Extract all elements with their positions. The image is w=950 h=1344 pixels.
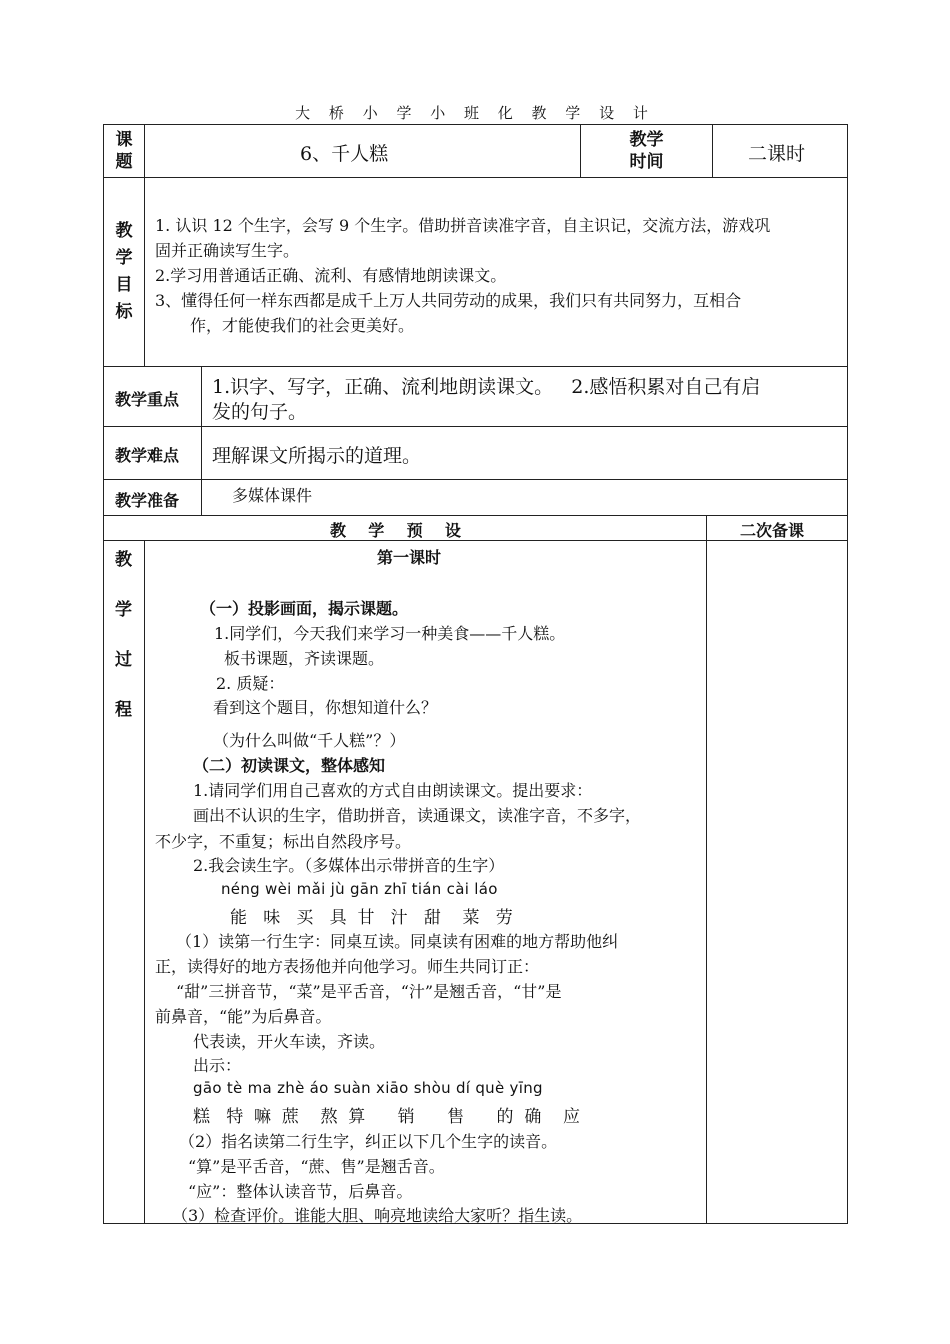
lesson-title: 第一课时 [377,548,442,567]
process-line: “算”是平舌音，“蔗、售”是翘舌音。 [188,1157,445,1176]
process-line: 画出不认识的生字，借助拼音，读通课文，读准字音，不多字， [193,806,642,825]
goals-label: 教 学 目 标 [115,220,133,323]
revision-header: 二次备课 [740,521,805,540]
process-line: 不少字，不重复；标出自然段序号。 [155,832,412,851]
goal-line: 3、懂得任何一样东西都是成千上万人共同劳动的成果，我们只有共同努力，互相合 [155,291,742,310]
time-value: 二课时 [748,143,806,165]
page-title: 大 桥 小 学 小 班 化 教 学 设 计 [295,104,655,122]
process-line: （3）检查评价。谁能大胆、响亮地读给大家听？指生读。 [172,1206,583,1225]
time-label: 教学 时间 [629,129,664,172]
process-line: 正，读得好的地方表扬他并向他学习。师生共同订正： [155,957,540,976]
goal-line: 固并正确读写生字。 [155,241,300,260]
key-points-line: 发的句子。 [212,401,308,423]
character-row: 能 味 买 具 甘 汁 甜 菜 劳 [230,908,513,928]
process-line: 2.我会读生字。（多媒体出示带拼音的生字） [193,856,505,875]
key-points-label: 教学重点 [115,390,180,409]
preparation-label: 教学准备 [115,491,180,510]
preparation-text: 多媒体课件 [232,486,313,505]
topic-label: 课 题 [115,129,133,172]
process-label-char: 教 [115,550,132,570]
key-points-line: 1.识字、写字，正确、流利地朗读课文。 2.感悟积累对自己有启 [212,376,761,398]
character-row: 糕 特 嘛 蔗 熬 算 销 售 的 确 应 [193,1107,580,1127]
pinyin-row: gāo tè ma zhè áo suàn xiāo shòu dí què yīng [193,1079,543,1097]
process-line: 1.请同学们用自己喜欢的方式自由朗读课文。提出要求： [193,781,593,800]
process-label-char: 过 [115,650,132,670]
difficulties-label: 教学难点 [115,446,180,465]
teaching-plan-header: 教 学 预 设 [330,521,461,540]
part1-title: （一）投影画面，揭示课题。 [200,599,409,618]
process-line: 出示： [193,1056,242,1075]
difficulties-text: 理解课文所揭示的道理。 [212,445,422,467]
goal-line: 2.学习用普通话正确、流利、有感情地朗读课文。 [155,266,507,285]
process-line: 2. 质疑： [216,674,285,693]
process-label-char: 程 [115,700,132,720]
goal-line: 作，才能使我们的社会更美好。 [190,316,415,335]
process-line: “甜”三拼音节，“菜”是平舌音，“汁”是翘舌音，“甘”是 [176,982,562,1001]
process-line: （1）读第一行生字：同桌互读。同桌读有困难的地方帮助他纠 [176,932,619,951]
pinyin-row: néng wèi mǎi jù gān zhī tián cài láo [221,880,498,898]
topic-value: 6、千人糕 [300,143,389,165]
process-line: 1.同学们，今天我们来学习一种美食——千人糕。 [214,624,566,643]
process-label-char: 学 [115,600,132,620]
process-line: （2）指名读第二行生字，纠正以下几个生字的读音。 [179,1132,558,1151]
part2-title: （二）初读课文，整体感知 [193,756,386,775]
process-line: 前鼻音，“能”为后鼻音。 [155,1007,332,1026]
process-line: 代表读，开火车读，齐读。 [193,1032,386,1051]
process-line: 板书课题，齐读课题。 [224,649,385,668]
process-line: “应”：整体认读音节，后鼻音。 [188,1182,413,1201]
process-line: 看到这个题目，你想知道什么？ [213,698,438,717]
goal-line: 1. 认识 12 个生字，会写 9 个生字。借助拼音读准字音，自主识记，交流方法，游戏巩 [155,216,771,235]
process-line: （为什么叫做“千人糕”？） [213,731,406,750]
